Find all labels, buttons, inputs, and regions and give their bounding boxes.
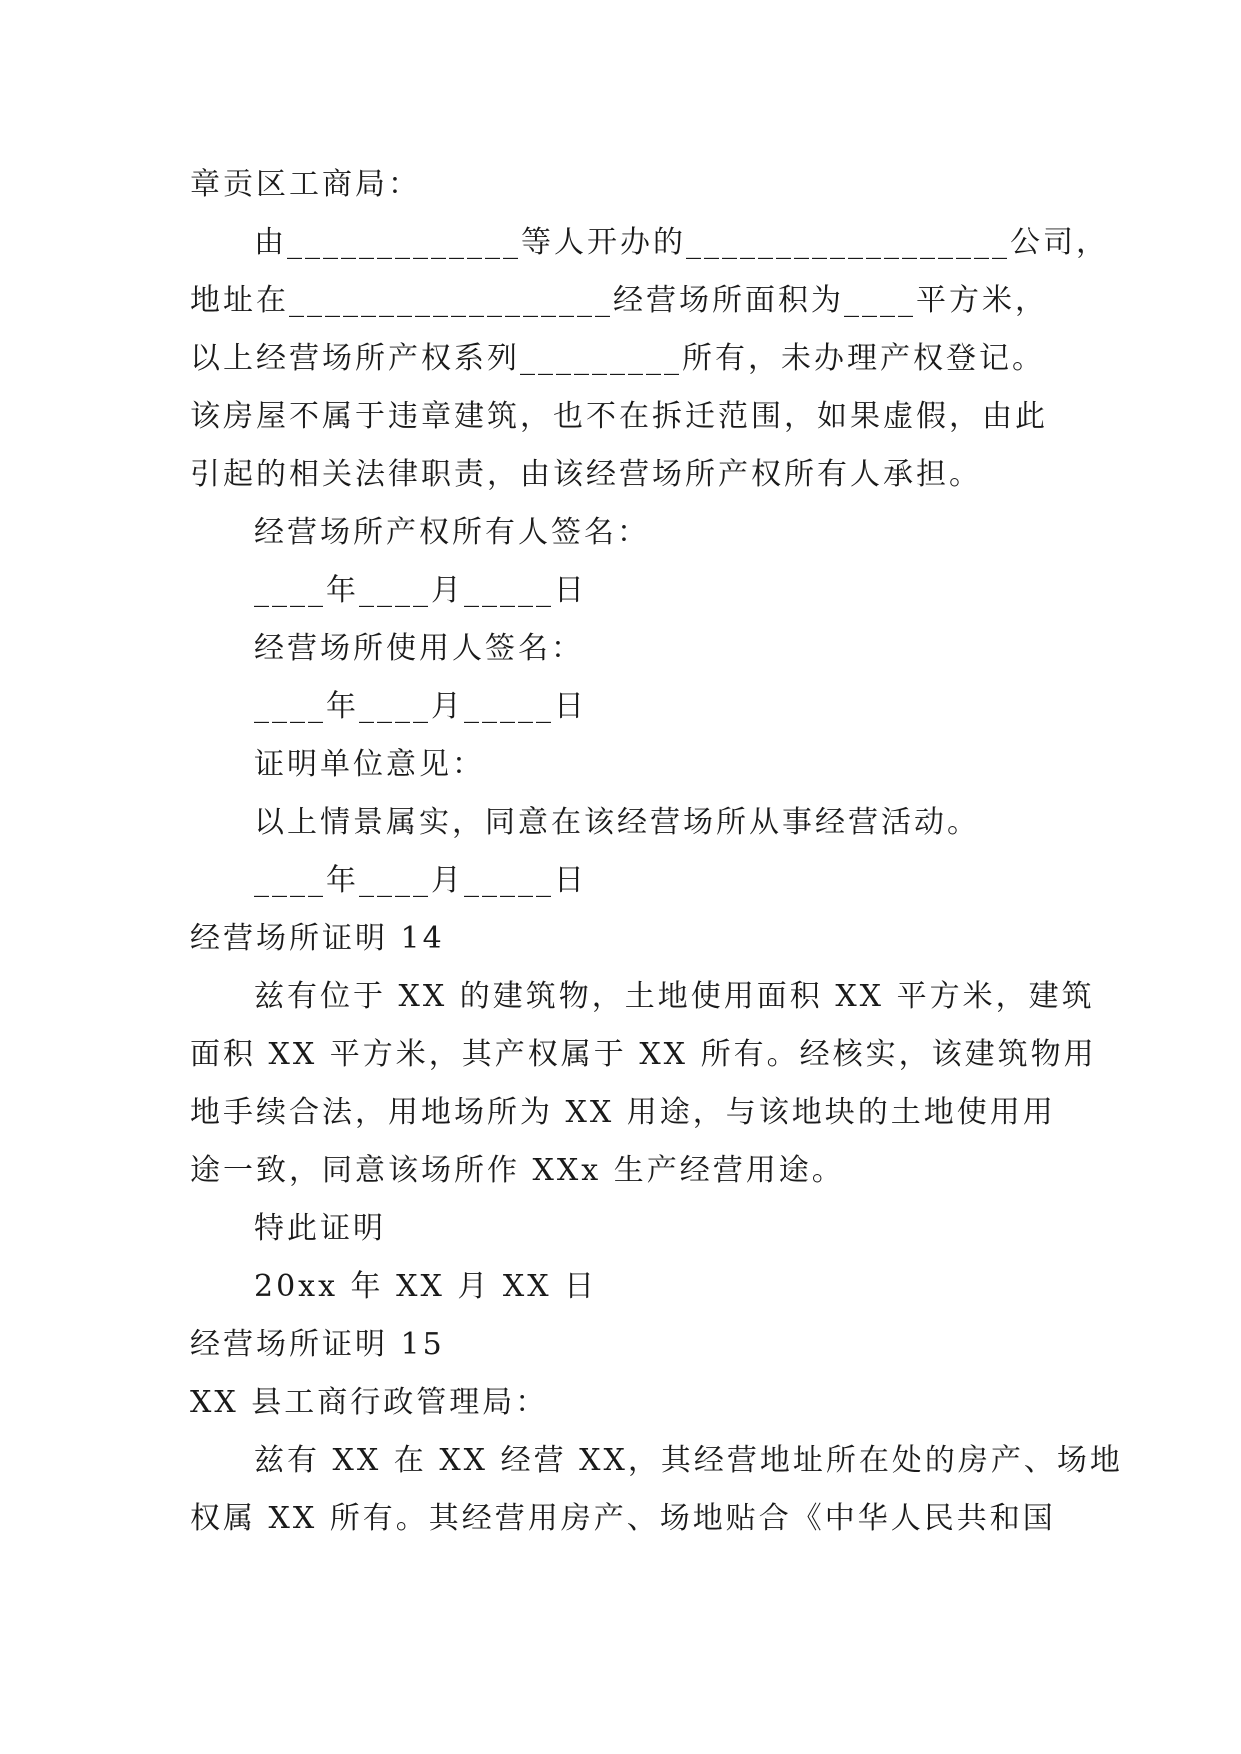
section-heading: 经营场所证明 14	[190, 921, 445, 956]
certifier-opinion-label: 证明单位意见：	[254, 747, 485, 782]
section-heading: 经营场所证明 15	[190, 1327, 445, 1362]
body-line: 以上经营场所产权系列_________所有，未办理产权登记。	[190, 341, 1045, 376]
date-line: 20xx 年 XX 月 XX 日	[254, 1269, 598, 1304]
body-line: 兹有位于 XX 的建筑物，土地使用面积 XX 平方米，建筑	[254, 979, 1095, 1014]
user-signature-label: 经营场所使用人签名：	[254, 631, 584, 666]
body-line: 途一致，同意该场所作 XXx 生产经营用途。	[190, 1153, 845, 1188]
body-line: 该房屋不属于违章建筑，也不在拆迁范围，如果虚假，由此	[190, 399, 1048, 434]
body-line: 地址在__________________经营场所面积为____平方米，	[190, 283, 1048, 318]
date-line: ____年____月_____日	[254, 863, 587, 898]
certifier-opinion-text: 以上情景属实，同意在该经营场所从事经营活动。	[254, 805, 980, 840]
owner-signature-label: 经营场所产权所有人签名：	[254, 515, 650, 550]
addressee-line: XX 县工商行政管理局：	[190, 1385, 549, 1420]
body-line: 由_____________等人开办的__________________公司，	[254, 225, 1109, 260]
body-line: 面积 XX 平方米，其产权属于 XX 所有。经核实，该建筑物用	[190, 1037, 1097, 1072]
closing-line: 特此证明	[254, 1211, 386, 1246]
body-line: 权属 XX 所有。其经营用房产、场地贴合《中华人民共和国	[190, 1501, 1056, 1536]
body-line: 兹有 XX 在 XX 经营 XX，其经营地址所在处的房产、场地	[254, 1443, 1123, 1478]
body-line: 地手续合法，用地场所为 XX 用途，与该地块的土地使用用	[190, 1095, 1056, 1130]
date-line: ____年____月_____日	[254, 689, 587, 724]
date-line: ____年____月_____日	[254, 573, 587, 608]
addressee-line: 章贡区工商局：	[190, 167, 421, 202]
body-line: 引起的相关法律职责，由该经营场所产权所有人承担。	[190, 457, 982, 492]
